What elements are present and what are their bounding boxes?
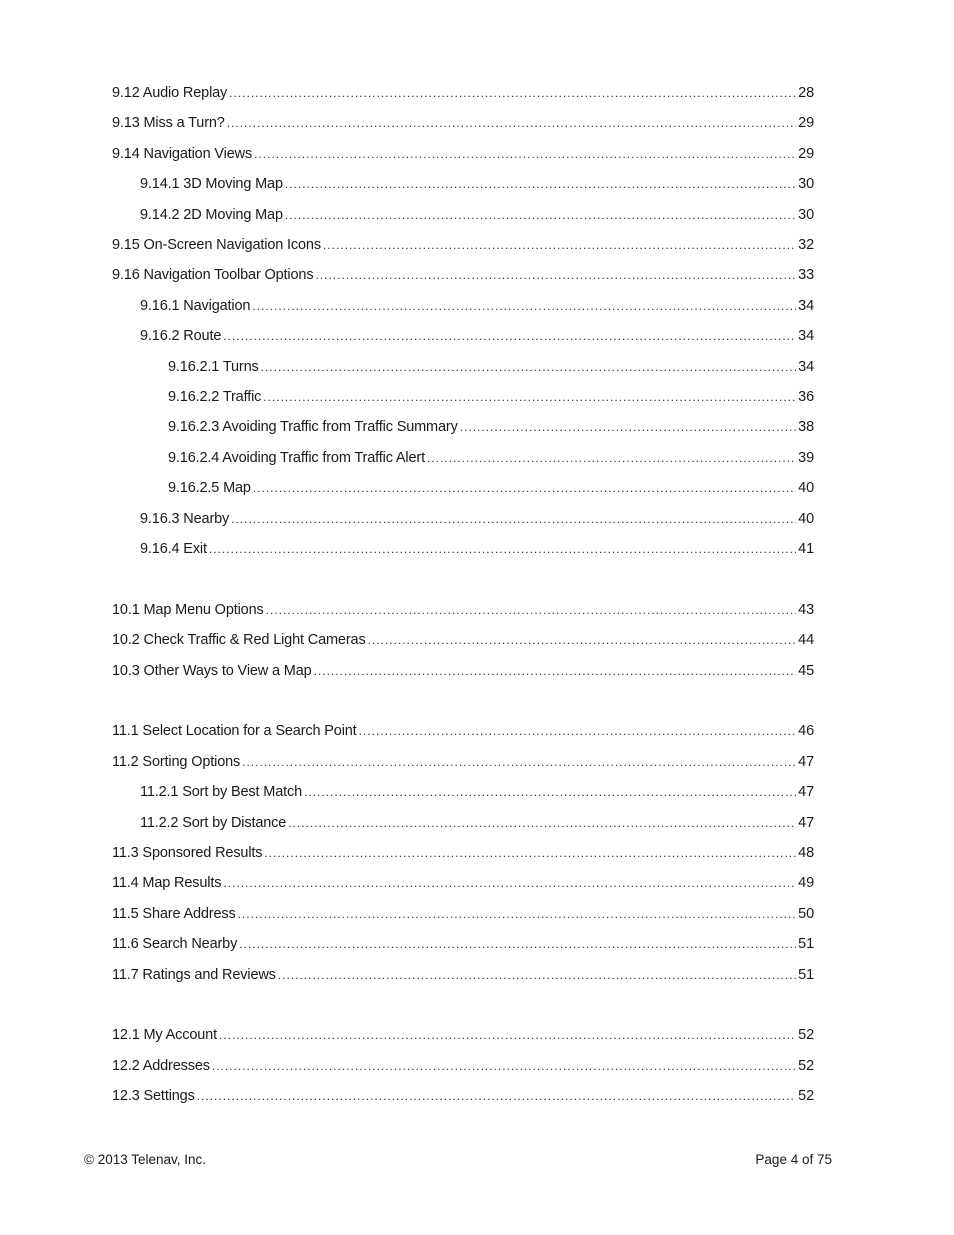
toc-entry[interactable] — [140, 540, 814, 558]
toc-entry-page: 45 — [798, 663, 814, 679]
toc-dot-leader — [223, 327, 796, 345]
toc-entry-title: 11.1 Select Location for a Search Point — [112, 723, 357, 739]
toc-entry-page: 47 — [798, 784, 814, 800]
toc-entry[interactable] — [112, 631, 814, 649]
toc-entry-page: 52 — [798, 1058, 814, 1074]
toc-dot-leader — [266, 601, 797, 619]
toc-entry-page: 52 — [798, 1088, 814, 1104]
toc-entry-title: 9.16.1 Navigation — [140, 298, 251, 314]
toc-entry[interactable] — [112, 905, 814, 923]
toc-entry-title: 11.2.2 Sort by Distance — [140, 815, 287, 831]
toc-entry[interactable] — [140, 510, 814, 528]
toc-entry-title: 12.3 Settings — [112, 1088, 195, 1104]
toc-entry-page: 29 — [798, 146, 814, 162]
toc-dot-leader — [315, 266, 796, 284]
toc-entry[interactable] — [112, 1087, 814, 1105]
toc-entry[interactable] — [112, 114, 814, 132]
toc-entry[interactable] — [112, 874, 814, 892]
toc-entry-page: 43 — [798, 602, 814, 618]
toc-dot-leader — [254, 145, 796, 163]
toc-entry[interactable] — [112, 753, 814, 771]
toc-entry-title: 11.6 Search Nearby — [112, 936, 238, 952]
toc-dot-leader — [278, 966, 796, 984]
toc-entry-page: 33 — [798, 267, 814, 283]
toc-dot-leader — [359, 722, 797, 740]
toc-entry-page: 39 — [798, 450, 814, 466]
page-number: Page 4 of 75 — [755, 1152, 832, 1167]
toc-entry-title: 10.3 Other Ways to View a Map — [112, 663, 312, 679]
toc-dot-leader — [261, 358, 797, 376]
toc-entry[interactable] — [112, 662, 814, 680]
toc-entry-title: 9.14 Navigation Views — [112, 146, 253, 162]
toc-entry[interactable] — [112, 844, 814, 862]
toc-entry-page: 34 — [798, 328, 814, 344]
toc-dot-leader — [212, 1057, 796, 1075]
toc-dot-leader — [264, 844, 796, 862]
toc-entry-page: 50 — [798, 906, 814, 922]
toc-dot-leader — [288, 814, 796, 832]
toc-entry-title: 12.2 Addresses — [112, 1058, 210, 1074]
toc-entry-page: 46 — [798, 723, 814, 739]
toc-entry-title: 9.12 Audio Replay — [112, 85, 228, 101]
toc-entry[interactable] — [140, 327, 814, 345]
toc-dot-leader — [285, 206, 796, 224]
toc-dot-leader — [427, 449, 796, 467]
toc-entry[interactable] — [140, 206, 814, 224]
toc-entry-page: 49 — [798, 875, 814, 891]
toc-dot-leader — [238, 905, 797, 923]
page-footer — [84, 1152, 832, 1167]
toc-entry-title: 9.14.1 3D Moving Map — [140, 176, 283, 192]
toc-dot-leader — [209, 540, 796, 558]
toc-entry-page: 30 — [798, 176, 814, 192]
toc-dot-leader — [252, 297, 796, 315]
toc-entry-title: 9.16 Navigation Toolbar Options — [112, 267, 314, 283]
toc-entry[interactable] — [112, 266, 814, 284]
toc-dot-leader — [223, 874, 796, 892]
toc-entry[interactable] — [168, 418, 814, 436]
toc-entry[interactable] — [112, 601, 814, 619]
toc-dot-leader — [263, 388, 796, 406]
toc-entry-page: 30 — [798, 207, 814, 223]
toc-entry-page: 36 — [798, 389, 814, 405]
toc-entry[interactable] — [168, 449, 814, 467]
toc-dot-leader — [285, 175, 796, 193]
toc-entry-page: 38 — [798, 419, 814, 435]
toc-entry-page: 44 — [798, 632, 814, 648]
toc-entry-page: 41 — [798, 541, 814, 557]
toc-dot-leader — [242, 753, 796, 771]
toc-entry-page: 51 — [798, 967, 814, 983]
toc-entry-title: 10.1 Map Menu Options — [112, 602, 264, 618]
toc-entry[interactable] — [168, 479, 814, 497]
toc-entry[interactable] — [140, 297, 814, 315]
toc-entry[interactable] — [112, 145, 814, 163]
toc-entry[interactable] — [140, 783, 814, 801]
toc-dot-leader — [219, 1026, 796, 1044]
toc-entry-title: 11.2 Sorting Options — [112, 754, 241, 770]
toc-entry[interactable] — [112, 935, 814, 953]
toc-dot-leader — [323, 236, 796, 254]
toc-entry-title: 11.2.1 Sort by Best Match — [140, 784, 303, 800]
toc-entry-title: 9.16.2.3 Avoiding Traffic from Traffic Summary — [168, 419, 458, 435]
toc-entry-page: 28 — [798, 85, 814, 101]
toc-entry[interactable] — [112, 1026, 814, 1044]
toc-entry-title: 11.7 Ratings and Reviews — [112, 967, 276, 983]
toc-entry[interactable] — [168, 388, 814, 406]
toc-entry[interactable] — [112, 236, 814, 254]
toc-dot-leader — [368, 631, 797, 649]
toc-dot-leader — [229, 84, 796, 102]
toc-dot-leader — [231, 510, 796, 528]
toc-entry[interactable] — [168, 358, 814, 376]
toc-entry-title: 9.16.2.1 Turns — [168, 359, 259, 375]
toc-entry-page: 52 — [798, 1027, 814, 1043]
toc-entry-title: 9.16.2.2 Traffic — [168, 389, 262, 405]
toc-entry-page: 34 — [798, 359, 814, 375]
toc-entry-page: 48 — [798, 845, 814, 861]
toc-entry[interactable] — [112, 966, 814, 984]
toc-entry-page: 32 — [798, 237, 814, 253]
toc-entry-page: 51 — [798, 936, 814, 952]
toc-entry-title: 9.16.2 Route — [140, 328, 222, 344]
toc-entry-page: 40 — [798, 511, 814, 527]
toc-entry-title: 9.16.4 Exit — [140, 541, 207, 557]
toc-entry-title: 9.14.2 2D Moving Map — [140, 207, 283, 223]
toc-entry[interactable] — [140, 175, 814, 193]
toc-entry-title: 9.16.3 Nearby — [140, 511, 230, 527]
toc-entry-page: 40 — [798, 480, 814, 496]
toc-entry-title: 9.13 Miss a Turn? — [112, 115, 225, 131]
toc-entry-title: 9.16.2.4 Avoiding Traffic from Traffic Alert — [168, 450, 425, 466]
toc-entry[interactable] — [112, 1057, 814, 1075]
toc-entry-page: 34 — [798, 298, 814, 314]
toc-dot-leader — [197, 1087, 796, 1105]
toc-entry-page: 29 — [798, 115, 814, 131]
toc-entry-page: 47 — [798, 754, 814, 770]
toc-entry-title: 10.2 Check Traffic & Red Light Cameras — [112, 632, 366, 648]
toc-entry-title: 11.3 Sponsored Results — [112, 845, 263, 861]
toc-dot-leader — [304, 783, 796, 801]
toc-dot-leader — [253, 479, 796, 497]
toc-entry-title: 11.4 Map Results — [112, 875, 222, 891]
toc-entry-title: 9.15 On-Screen Navigation Icons — [112, 237, 321, 253]
toc-entry[interactable] — [140, 814, 814, 832]
toc-dot-leader — [314, 662, 797, 680]
toc-entry-title: 11.5 Share Address — [112, 906, 236, 922]
toc-entry[interactable] — [112, 722, 814, 740]
toc-entry-title: 12.1 My Account — [112, 1027, 217, 1043]
toc-entry[interactable] — [112, 84, 814, 102]
toc-dot-leader — [460, 418, 796, 436]
toc-dot-leader — [227, 114, 796, 132]
toc-dot-leader — [239, 935, 796, 953]
toc-entry-title: 9.16.2.5 Map — [168, 480, 251, 496]
toc-entry-page: 47 — [798, 815, 814, 831]
copyright-text: © 2013 Telenav, Inc. — [84, 1152, 207, 1167]
